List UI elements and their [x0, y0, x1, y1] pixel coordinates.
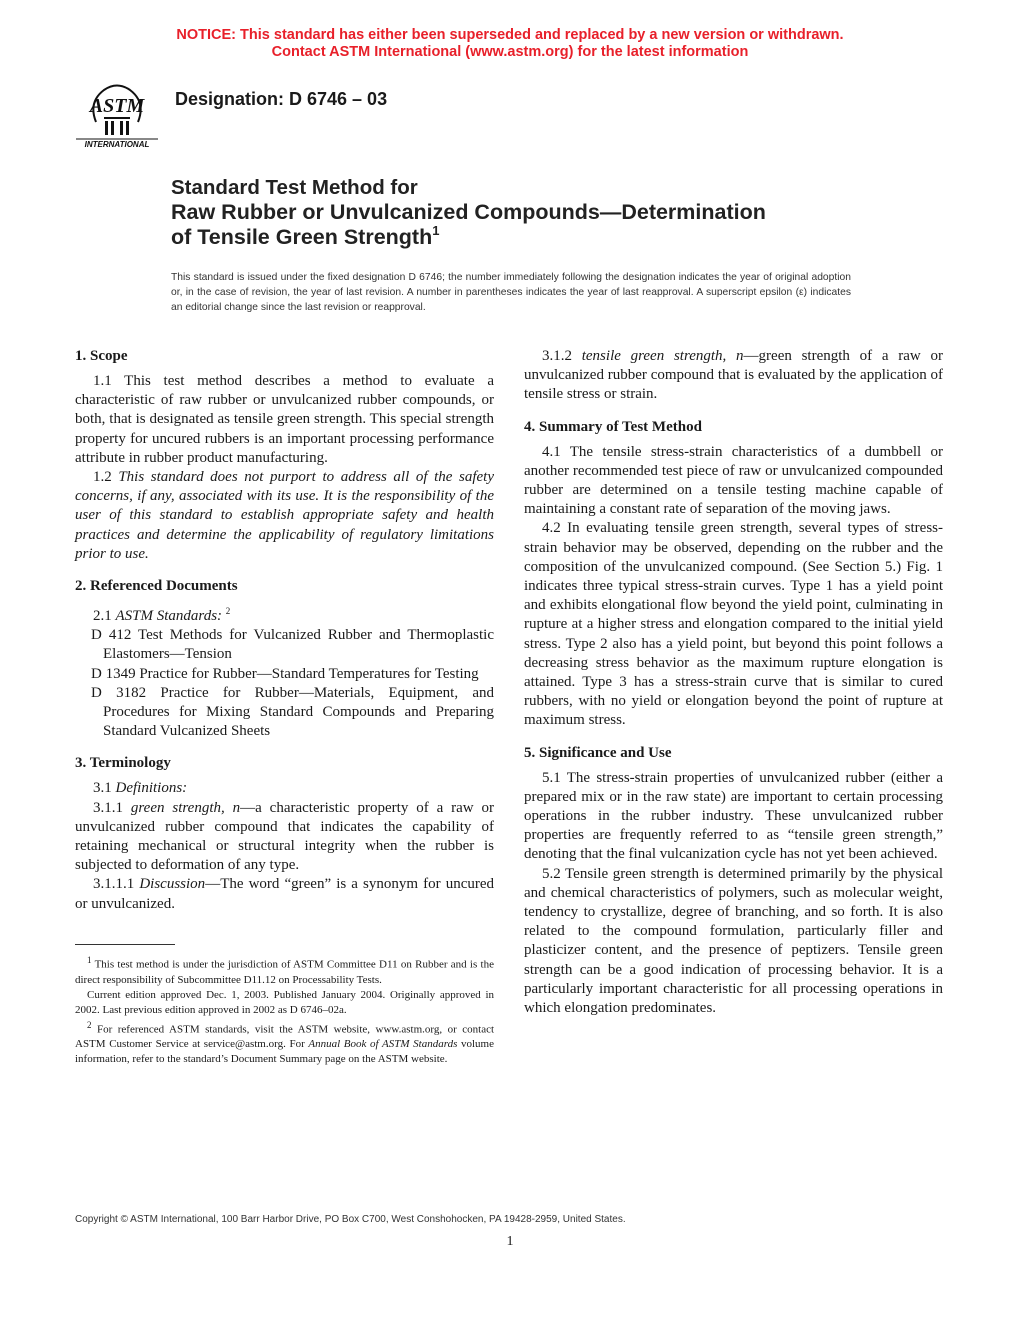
astm-logo-icon	[74, 78, 160, 150]
title-line-1: Standard Test Method for	[171, 176, 418, 199]
referenced-footnote-mark: 2	[225, 606, 231, 617]
scope-p2-number: 1.2	[93, 469, 112, 486]
referenced-heading: 2. Referenced Documents	[75, 578, 238, 595]
footnote-divider	[75, 944, 175, 945]
section-terminology	[75, 754, 494, 913]
title-line-2: Raw Rubber or Unvulcanized Compounds—Determination	[171, 200, 766, 224]
issued-note: This standard is issued under the fixed designation D 6746; the number immediately following the designation indicates the year of original adoption or, in the case of revision, the year of last revision. A number in parentheses indicates the year of last reapproval. A superscript epsilon (ε) indicates an editorial change since the last revision or reapproval.	[171, 272, 851, 313]
discussion-label: Discussion	[139, 876, 206, 893]
section-scope	[75, 347, 494, 564]
discussion-number: 3.1.1.1	[93, 876, 135, 893]
term-1-number: 3.1.1	[93, 799, 123, 816]
referenced-sub-label: ASTM Standards:	[115, 608, 223, 625]
logo-subtext: INTERNATIONAL	[84, 140, 150, 149]
term-discussion	[75, 875, 494, 913]
title-footnote-mark: 1	[432, 223, 440, 238]
designation: Designation: D 6746 – 03	[175, 89, 388, 109]
section-significance	[524, 744, 943, 1019]
copyright-line: Copyright © ASTM International, 100 Barr Harbor Drive, PO Box C700, West Conshohocken, PA 19428-2959, United States.	[75, 1214, 626, 1225]
notice-line-1: NOTICE: This standard has either been superseded and replaced by a new version or withdrawn.	[176, 27, 844, 43]
page-number: 1	[506, 1234, 514, 1249]
term-tensile-green-strength-block	[524, 347, 943, 405]
footnotes	[75, 953, 494, 1067]
scope-paragraph-2	[75, 468, 494, 564]
summary-paragraph-2: 4.2 In evaluating tensile green strength, several types of stress-strain behavior may be observed, depending on the rubber and the composition of the unvulcanized compound. (See Section 5.) Fig. 1 indicates three typical stress-strain curves. Type 1 has a yield point and exhibits elongational flow beyond the yield point, culminating in rupture at a higher stress and elongation compared to the initial yield stress. Type 2 also has a yield point, but beyond this point follows a decreasing stress behavior as the maximum rupture elongation is attained. Type 3 has a stress-strain curve that is similar to cured rubbers, with no yield or elongation beyond the point of rupture at maximum stress.	[524, 520, 943, 729]
summary-paragraph-1: 4.1 The tensile stress-strain characteristics of a dumbbell or another recommended test piece of raw or unvulcanized compounded rubber are determined on a tensile testing machine capable of maintaining a constant rate of separation of the moving jaws.	[524, 443, 943, 518]
definitions-label	[75, 779, 494, 798]
scope-p2-text: This standard does not purport to address all of the safety concerns, if any, associated with its use. It is the responsibility of the user of this standard to establish appropriate safety and health practices and determine the applicability of regulatory limitations prior to use.	[75, 469, 495, 562]
significance-paragraph-1: 5.1 The stress-strain properties of unvulcanized rubber (either a prepared mix or in the raw state) are important to certain processing operations in the rubber industry. These unvulcanized rubber properties are frequently referred to as “tensile green strength,” denoting that the final vulcanization cycle has not yet been achieved.	[524, 769, 943, 863]
notice-line-2: Contact ASTM International (www.astm.org) for the latest information	[271, 44, 749, 60]
significance-paragraph-2: 5.2 Tensile green strength is determined primarily by the physical and chemical characteristics of polymers, such as molecular weight, tendency to crystallize, degree of branching, and so forth. It is also related to the compound formulation, particularly filler and plasticizer content, and the presence of peptizers. Tensile green strength can be a good indication of processing behavior. It is a particularly important characteristic for all processing operations in which elongation predominates.	[524, 865, 943, 1017]
withdrawal-notice	[0, 27, 1020, 61]
footnote-2-text-b: volume information, refer to the standard’s Document Summary page on the ASTM website.	[75, 1038, 494, 1066]
referenced-subheading	[75, 602, 494, 626]
footnote-1-text: This test method is under the jurisdiction of ASTM Committee D11 on Rubber and is the direct responsibility of Subcommittee D11.12 on Processability Tests.	[75, 958, 494, 986]
referenced-item-d412: D 412 Test Methods for Vulcanized Rubber and Thermoplastic Elastomers—Tension	[91, 627, 494, 663]
footnote-2-italic: Annual Book of ASTM Standards	[308, 1038, 458, 1051]
right-column	[524, 347, 943, 1031]
footnote-1-mark: 1	[87, 954, 92, 965]
term-2-definition: —green strength of a raw or unvulcanized rubber compound that is evaluated by the application of tensile stress or strain.	[524, 348, 943, 403]
scope-paragraph-1: 1.1 This test method describes a method to evaluate a characteristic of raw rubber or unvulcanized rubber compounds, or both, that is designated as tensile green strength. This special strength property for uncured rubbers is an important processing performance attribute in rubber product manufacturing.	[75, 373, 494, 466]
referenced-sub-number: 2.1	[93, 608, 112, 625]
footnote-2-mark: 2	[87, 1019, 92, 1030]
term-1-definition: —a characteristic property of a raw or unvulcanized rubber compound that indicates the capability of retaining mechanical or structural integrity when the rubber is subjected to deformation of any type.	[75, 799, 494, 874]
term-tensile-green-strength	[524, 347, 943, 405]
term-2-name: tensile green strength, n	[581, 348, 744, 364]
definitions-text: Definitions:	[115, 780, 188, 797]
section-summary	[524, 418, 943, 731]
left-column	[75, 347, 494, 1067]
term-1-name: green strength, n	[130, 799, 241, 816]
footnote-2	[75, 1018, 494, 1068]
footnote-1-continued: Current edition approved Dec. 1, 2003. Published January 2004. Originally approved in 2002. Last previous edition approved in 2002 as D 6746–02a.	[75, 988, 494, 1016]
summary-heading: 4. Summary of Test Method	[524, 418, 702, 435]
term-2-number: 3.1.2	[542, 348, 572, 364]
document-title	[171, 175, 766, 250]
footnote-1	[75, 953, 494, 988]
terminology-heading: 3. Terminology	[75, 755, 171, 772]
significance-heading: 5. Significance and Use	[524, 744, 672, 761]
referenced-item-d3182: D 3182 Practice for Rubber—Materials, Equipment, and Procedures for Mixing Standard Compounds and Preparing Standard Vulcanized Sheets	[91, 684, 494, 740]
term-green-strength	[75, 799, 494, 876]
definitions-number: 3.1	[93, 780, 112, 797]
logo-text: ASTM	[89, 95, 145, 117]
title-line-3	[171, 225, 766, 250]
title-line-3-text: of Tensile Green Strength	[171, 225, 433, 249]
discussion-text: —The word “green” is a synonym for uncured or unvulcanized.	[75, 876, 495, 912]
referenced-item-d1349: D 1349 Practice for Rubber—Standard Temperatures for Testing	[91, 665, 479, 682]
section-referenced-documents	[75, 577, 494, 741]
scope-heading: 1. Scope	[75, 348, 128, 364]
footnote-2-text-a: For referenced ASTM standards, visit the ASTM website, www.astm.org, or contact ASTM Customer Service at service@astm.org. For	[75, 1023, 495, 1051]
